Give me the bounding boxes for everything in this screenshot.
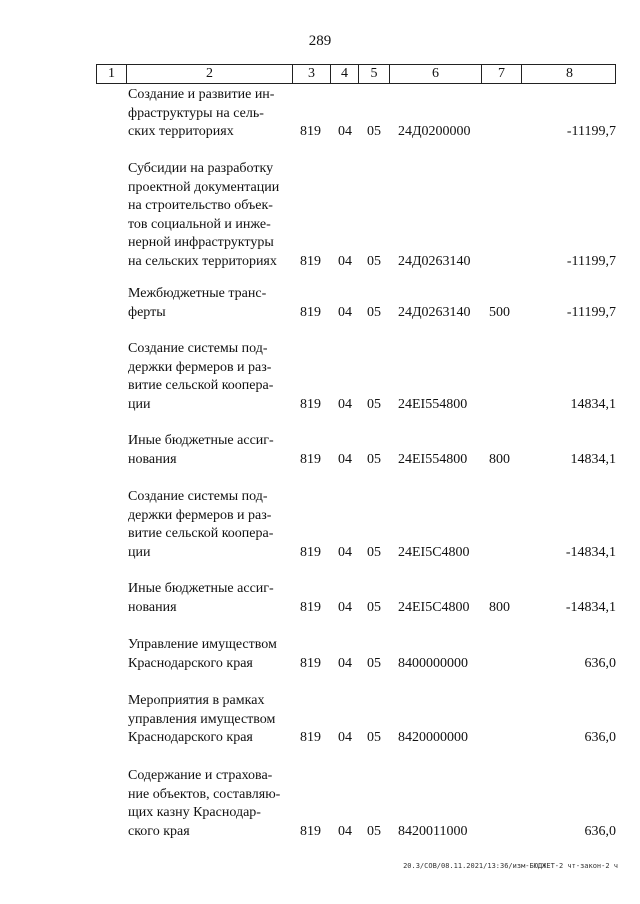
row-description-line: Иные бюджетные ассиг- <box>128 433 274 448</box>
row-description-line: витие сельской коопера- <box>128 526 274 541</box>
subsection-code: 05 <box>367 396 381 412</box>
target-article-code: 24Д0200000 <box>398 124 471 139</box>
section-code: 04 <box>338 655 352 671</box>
amount: 636,0 <box>584 655 616 671</box>
header-col-3: 3 <box>293 65 331 83</box>
document-footer-stamp: 20.3/СОВ/08.11.2021/13:36/изм-БЮДЖЕТ-2 чт-закон-2 ч <box>403 862 618 870</box>
subsection-code: 05 <box>367 655 381 671</box>
target-article-code: 8420000000 <box>398 730 468 745</box>
row-description <box>128 285 294 322</box>
target-article-code: 24Д0263140 <box>398 304 471 320</box>
target-article-code: 8400000000 <box>398 655 468 671</box>
expense-type-code: 500 <box>489 304 510 320</box>
target-article-code: 8420011000 <box>398 823 468 839</box>
row-description-line: фраструктуры на сель- <box>128 105 264 121</box>
row-description-line: Содержание и страхова- <box>128 768 273 783</box>
subsection-code: 05 <box>367 451 381 467</box>
row-description-line: ских территориях <box>128 124 234 139</box>
row-description-line: Краснодарского края <box>128 655 253 671</box>
row-description-line: Иные бюджетные ассиг- <box>128 581 274 596</box>
header-col-8: 8 <box>566 66 573 81</box>
amount: -14834,1 <box>565 599 616 615</box>
row-description-line: ферты <box>128 304 166 320</box>
subsection-code: 05 <box>367 823 381 839</box>
target-article-code: 24EI554800 <box>398 396 468 412</box>
target-article-code: 24EI554800 <box>398 451 468 467</box>
row-description <box>128 432 294 469</box>
row-description-line: Субсидии на разработку <box>128 161 274 176</box>
row-description-line: тов социальной и инже- <box>128 216 271 232</box>
row-description-line: ние объектов, составляю- <box>128 786 281 802</box>
section-code: 04 <box>338 730 352 745</box>
row-description-line: Создание системы под- <box>128 341 268 356</box>
row-description <box>128 86 294 142</box>
amount: -14834,1 <box>565 544 616 560</box>
row-description-line: держки фермеров и раз- <box>128 359 272 375</box>
expense-type-code: 800 <box>489 451 510 467</box>
header-col-5: 5 <box>359 65 390 83</box>
subsection-code: 05 <box>367 124 381 139</box>
ministry-code: 819 <box>300 124 321 139</box>
row-description-line: Управление имуществом <box>128 637 277 652</box>
header-col-7: 7 <box>482 65 522 83</box>
section-code: 04 <box>338 396 352 412</box>
row-description-line: на строительство объек- <box>128 198 273 213</box>
section-code: 04 <box>338 304 352 320</box>
row-description <box>128 692 294 748</box>
row-description <box>128 340 294 414</box>
row-description-line: Межбюджетные транс- <box>128 286 267 301</box>
ministry-code: 819 <box>300 544 321 560</box>
ministry-code: 819 <box>300 253 321 269</box>
ministry-code: 819 <box>300 599 321 615</box>
amount: 14834,1 <box>570 396 616 412</box>
row-description-line: ции <box>128 544 151 560</box>
subsection-code: 05 <box>367 730 381 745</box>
row-description-line: щих казну Краснодар- <box>128 805 261 820</box>
row-description-line: управления имуществом <box>128 711 276 727</box>
row-description-line: на сельских территориях <box>128 253 277 269</box>
subsection-code: 05 <box>367 544 381 560</box>
amount: -11199,7 <box>566 253 616 269</box>
header-col-2: 2 <box>127 65 293 83</box>
row-description <box>128 636 294 673</box>
row-description-line: ции <box>128 396 151 412</box>
subsection-code: 05 <box>367 599 381 615</box>
header-col-1: 1 <box>97 65 127 83</box>
row-description-line: витие сельской коопера- <box>128 378 274 393</box>
amount: 14834,1 <box>570 451 616 467</box>
expense-type-code: 800 <box>489 599 510 615</box>
subsection-code: 05 <box>367 304 381 320</box>
row-description <box>128 160 294 271</box>
amount: -11199,7 <box>566 304 616 320</box>
ministry-code: 819 <box>300 823 321 839</box>
row-description-line: нования <box>128 451 177 467</box>
row-description <box>128 767 294 841</box>
amount: 636,0 <box>584 823 616 839</box>
row-description <box>128 488 294 562</box>
row-description <box>128 580 294 617</box>
section-code: 04 <box>338 451 352 467</box>
section-code: 04 <box>338 544 352 560</box>
ministry-code: 819 <box>300 451 321 467</box>
target-article-code: 24EI5C4800 <box>398 544 470 560</box>
ministry-code: 819 <box>300 396 321 412</box>
page-number: 289 <box>308 33 332 49</box>
row-description-line: проектной документации <box>128 179 280 195</box>
amount: 636,0 <box>584 730 616 745</box>
ministry-code: 819 <box>300 304 321 320</box>
row-description-line: держки фермеров и раз- <box>128 507 272 523</box>
ministry-code: 819 <box>300 655 321 671</box>
row-description-line: Создание и развитие ин- <box>128 87 275 102</box>
table-header <box>96 64 616 84</box>
row-description-line: Создание системы под- <box>128 489 268 504</box>
target-article-code: 24Д0263140 <box>398 253 471 269</box>
row-description-line: нования <box>128 599 177 615</box>
header-col-4: 4 <box>331 65 359 83</box>
row-description-line: ского края <box>128 823 190 839</box>
section-code: 04 <box>338 599 352 615</box>
section-code: 04 <box>338 253 352 269</box>
row-description-line: нерной инфраструктуры <box>128 235 274 250</box>
row-description-line: Мероприятия в рамках <box>128 693 265 708</box>
header-col-6: 6 <box>390 65 482 83</box>
row-description-line: Краснодарского края <box>128 730 253 745</box>
section-code: 04 <box>338 823 352 839</box>
section-code: 04 <box>338 124 352 139</box>
amount: -11199,7 <box>566 124 616 139</box>
target-article-code: 24EI5C4800 <box>398 599 470 615</box>
subsection-code: 05 <box>367 253 381 269</box>
ministry-code: 819 <box>300 730 321 745</box>
